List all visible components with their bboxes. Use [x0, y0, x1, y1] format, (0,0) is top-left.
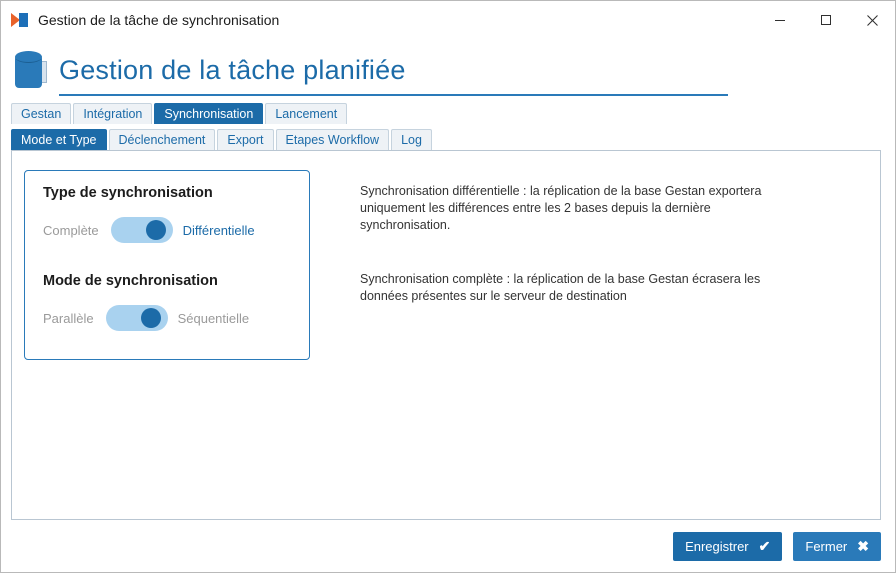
tab-gestan[interactable]: Gestan — [11, 103, 71, 124]
primary-tab-bar — [1, 102, 895, 124]
tab-lancement[interactable]: Lancement — [265, 103, 347, 124]
tab-export[interactable]: Export — [217, 129, 273, 150]
footer-bar — [1, 520, 895, 572]
tab-synchronisation[interactable]: Synchronisation — [154, 103, 263, 124]
tab-integration[interactable]: Intégration — [73, 103, 152, 124]
description-differential: Synchronisation différentielle : la réplication de la base Gestan exportera uniquement les différences entre les 2 bases depuis la dernière synchronisation. — [360, 184, 762, 232]
check-icon: ✔ — [758, 538, 771, 554]
tab-log[interactable]: Log — [391, 129, 432, 150]
description-complete: Synchronisation complète : la réplication de la base Gestan écrasera les données présentes sur le serveur de destination — [360, 272, 761, 303]
page-header — [1, 40, 895, 102]
type-toggle-switch[interactable] — [111, 217, 173, 243]
type-option-differentielle-label: Différentielle — [182, 222, 255, 238]
save-button-label: Enregistrer — [685, 538, 749, 554]
minimize-button[interactable] — [757, 2, 803, 39]
tab-declenchement[interactable]: Déclenchement — [109, 129, 216, 150]
close-dialog-button[interactable] — [793, 532, 881, 561]
title-bar — [1, 1, 895, 40]
synchronisation-settings-box — [24, 170, 310, 360]
database-icon — [13, 50, 47, 92]
mode-option-sequentielle-label: Séquentielle — [177, 310, 250, 326]
mode-toggle-switch[interactable] — [106, 305, 168, 331]
type-option-complete-label: Complète — [43, 222, 99, 238]
secondary-tab-bar — [1, 127, 895, 150]
maximize-button[interactable] — [803, 2, 849, 39]
close-button[interactable] — [849, 2, 895, 39]
tab-etapes-workflow[interactable]: Etapes Workflow — [276, 129, 390, 150]
page-title-underline — [59, 47, 728, 96]
type-group-title: Type de synchronisation — [43, 185, 213, 201]
tab-mode-et-type[interactable]: Mode et Type — [11, 129, 107, 150]
close-dialog-button-label: Fermer — [805, 538, 848, 554]
mode-toggle-knob — [141, 308, 161, 328]
window-title: Gestion de la tâche de synchronisation — [38, 12, 280, 28]
page-title: Gestion de la tâche planifiée — [59, 54, 406, 85]
mode-toggle-row — [43, 305, 293, 331]
type-toggle-knob — [146, 220, 166, 240]
gestan-logo-icon — [11, 11, 29, 29]
mode-option-parallele-label: Parallèle — [43, 310, 94, 326]
mode-group-title: Mode de synchronisation — [43, 273, 218, 289]
type-toggle-row — [43, 217, 293, 243]
content-panel — [11, 150, 881, 520]
x-icon: ✖ — [857, 538, 869, 554]
save-button[interactable] — [673, 532, 782, 561]
